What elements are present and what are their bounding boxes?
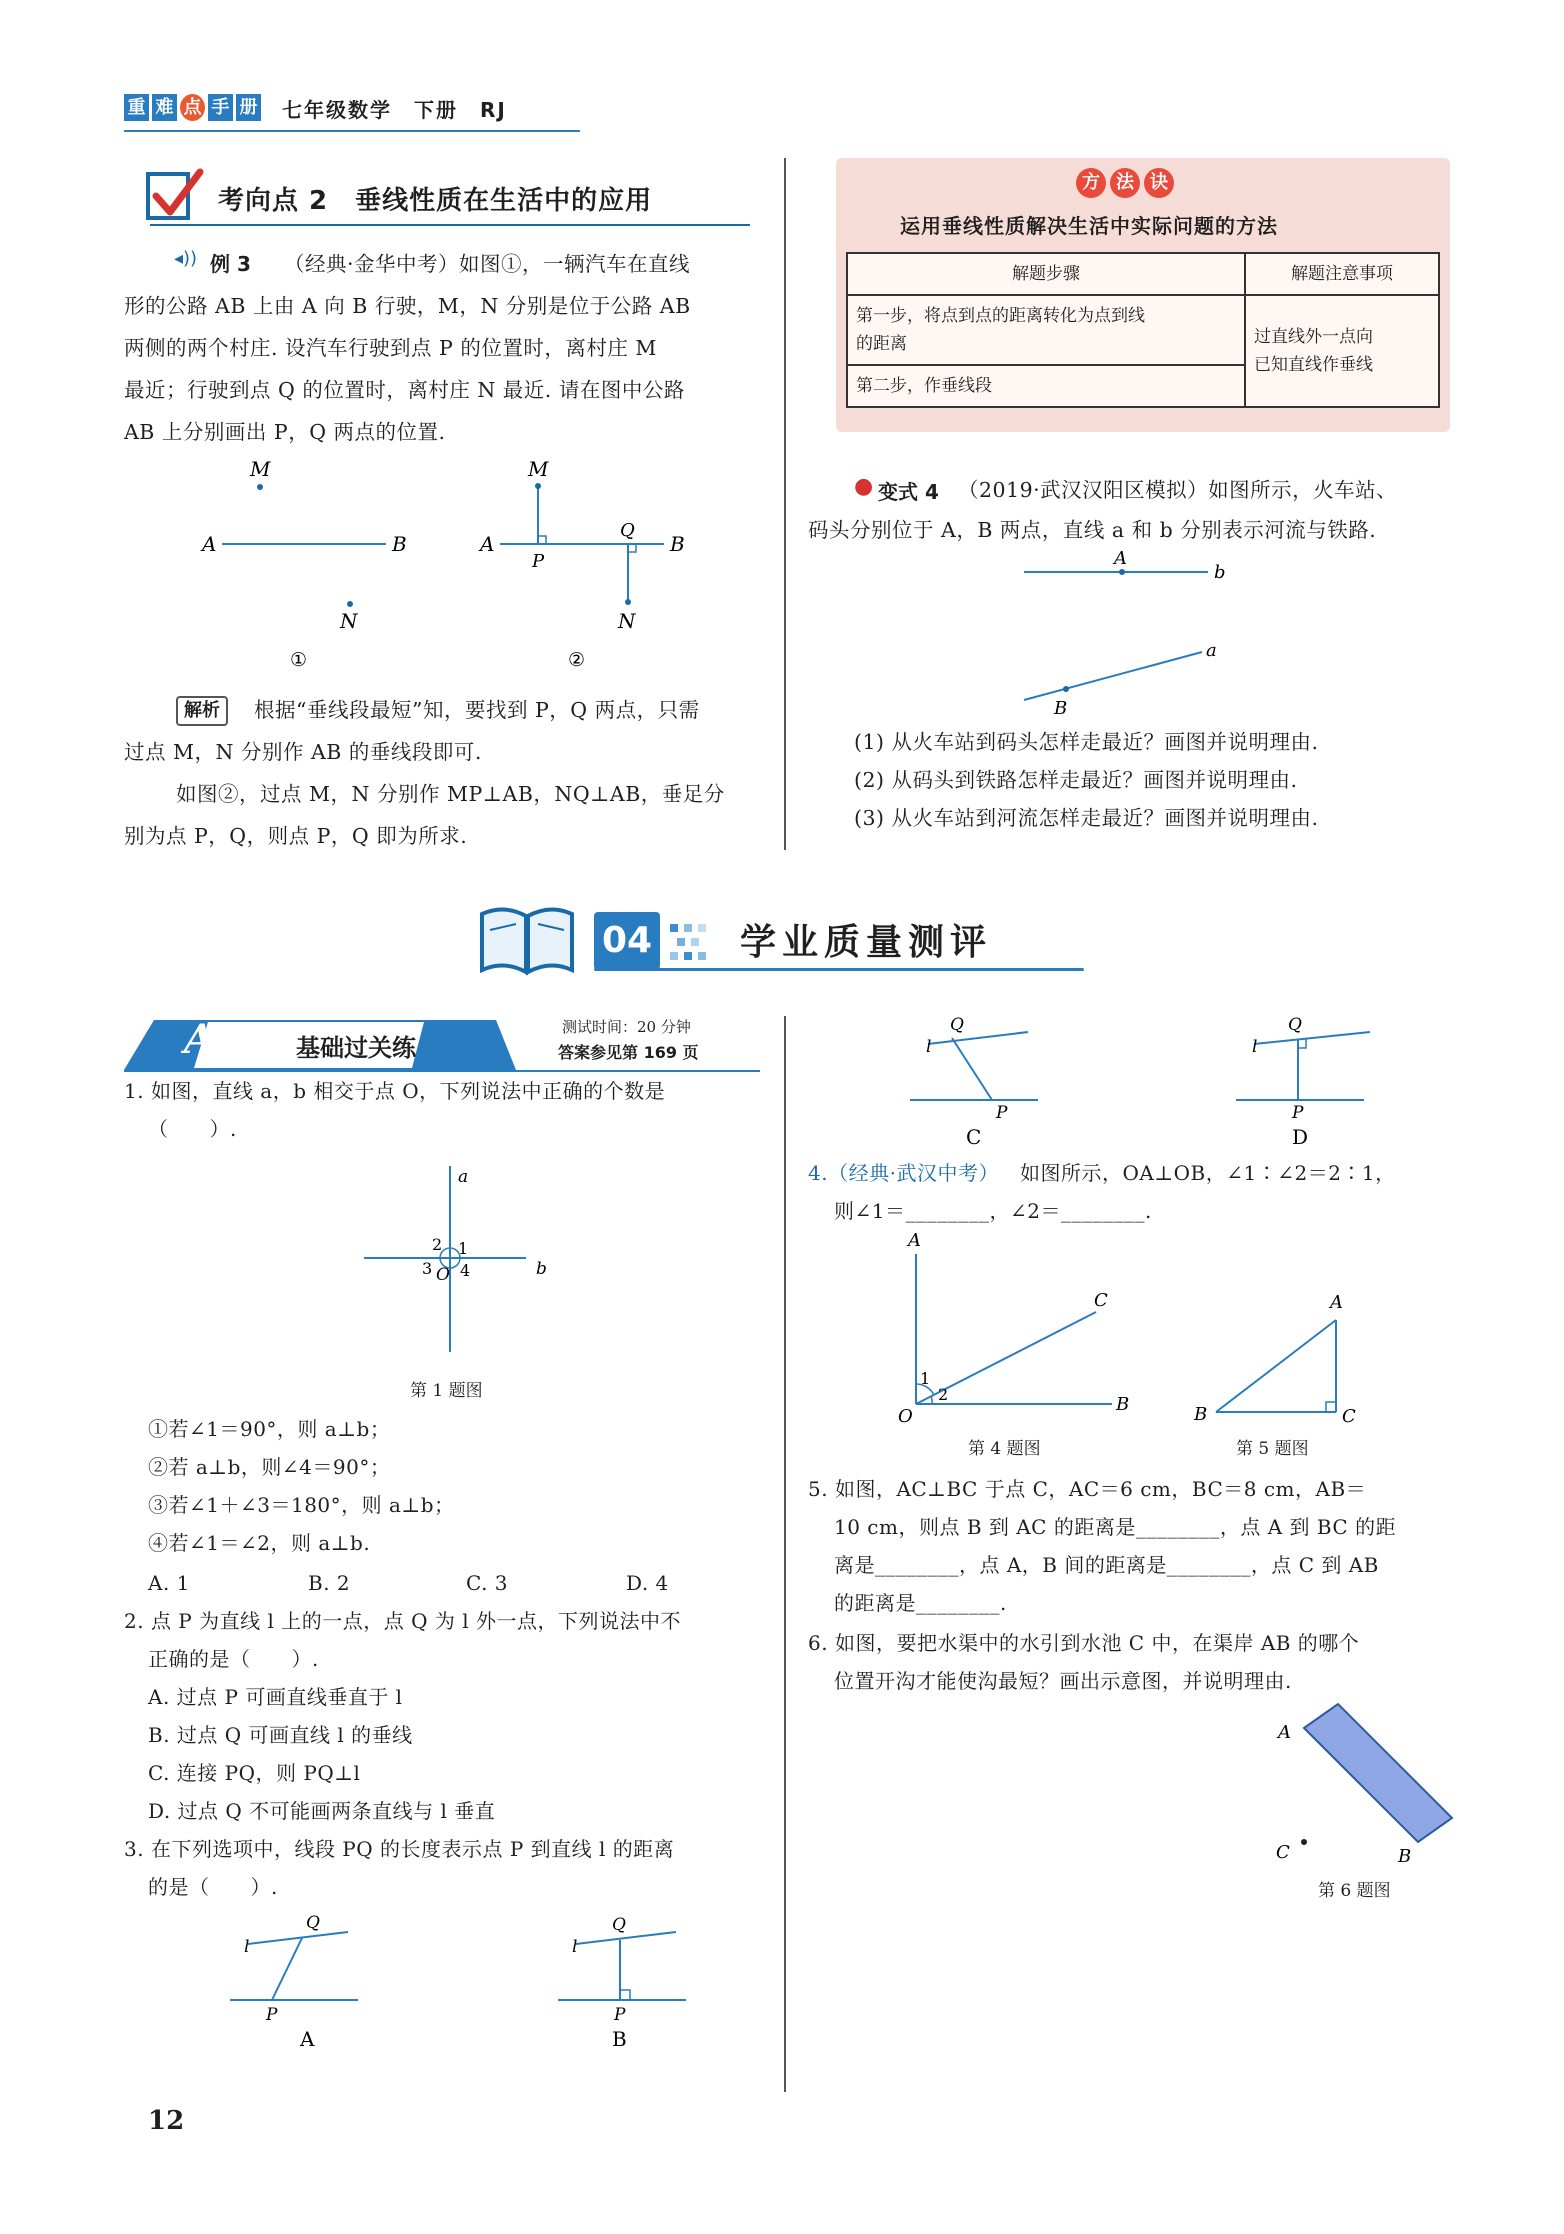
q3-d-Q: Q: [1288, 1015, 1302, 1035]
q3-line: 的是（ ）.: [148, 1875, 278, 1899]
fig1-caption: ①: [290, 649, 308, 671]
q1-statement: ②若 a⊥b，则∠4＝90°；: [148, 1455, 391, 1479]
variant4-A: A: [1114, 548, 1127, 569]
q6-C: C: [1276, 1842, 1290, 1863]
sound-icon: ◂)): [174, 248, 198, 269]
example3-line: （经典·金华中考）如图①，一辆汽车在直线: [284, 252, 691, 276]
paper-a-answer: 答案参见第 169 页: [558, 1043, 699, 1062]
q3-b-P: P: [614, 2005, 626, 2025]
exam-point-underline: [150, 224, 750, 226]
q3-a-l: l: [244, 1937, 250, 1957]
q5-C: C: [1342, 1406, 1356, 1426]
analysis-line: 过点 M，N 分别作 AB 的垂线段即可.: [124, 740, 482, 764]
paper-a-juan: 卷: [228, 1028, 262, 1068]
method-col2: 解题注意事项: [1245, 253, 1439, 295]
section-dots-icon: [668, 920, 708, 964]
q6-A: A: [1278, 1722, 1291, 1743]
q1-n1: 1: [458, 1239, 469, 1258]
q3-line: 3. 在下列选项中，线段 PQ 的长度表示点 P 到直线 l 的距离: [124, 1837, 675, 1861]
variant4-figure: [1010, 548, 1250, 718]
q1-option[interactable]: B. 2: [308, 1571, 351, 1595]
q3-b-choice: B: [612, 2027, 627, 2051]
book-icon: [476, 900, 578, 980]
method-note-b: 已知直线作垂线: [1254, 355, 1373, 375]
variant4-line: 码头分别位于 A，B 两点，直线 a 和 b 分别表示河流与铁路.: [808, 518, 1377, 542]
exam-point-title: 考向点 2 垂线性质在生活中的应用: [218, 186, 653, 216]
q1-n3: 3: [422, 1259, 433, 1278]
q3-d-l: l: [1252, 1037, 1258, 1057]
header-subtitle: 七年级数学 下册 RJ: [282, 98, 507, 122]
q2-option[interactable]: C. 连接 PQ，则 PQ⊥l: [148, 1761, 361, 1785]
method-col1: 解题步骤: [847, 253, 1245, 295]
q1-statement: ①若∠1＝90°，则 a⊥b；: [148, 1417, 391, 1441]
q3-c-l: l: [926, 1037, 932, 1057]
page-number: 12: [148, 2106, 185, 2136]
pin-icon: ●: [854, 474, 874, 499]
q4-line: 如图所示，OA⊥OB，∠1∶∠2＝2∶1，: [1020, 1161, 1396, 1185]
q2-option[interactable]: B. 过点 Q 可画直线 l 的垂线: [148, 1723, 413, 1747]
q3-b-l: l: [572, 1937, 578, 1957]
q6-channel: [1304, 1704, 1452, 1842]
method-table: [846, 252, 1440, 408]
brand-char: 重: [124, 94, 149, 121]
column-divider: [784, 1016, 786, 2092]
q4-O: O: [898, 1406, 913, 1427]
badge-char: 法: [1110, 168, 1140, 198]
paper-a-letter: A: [184, 1016, 216, 1063]
fig2-M: M: [528, 457, 549, 481]
fig2-Q: Q: [620, 520, 635, 541]
header-brand: [124, 94, 261, 121]
method-step1a: 第一步，将点到点的距离转化为点到线: [856, 306, 1145, 326]
method-step2: 第二步，作垂线段: [847, 365, 1245, 407]
q3-c-P: P: [996, 1103, 1008, 1123]
q3-c-Q: Q: [950, 1015, 964, 1035]
q3-c-choice: C: [966, 1125, 982, 1149]
q5-A: A: [1330, 1292, 1343, 1313]
checkmark-icon: [144, 166, 206, 226]
example3-line: 两侧的两个村庄. 设汽车行驶到点 P 的位置时，离村庄 M: [124, 336, 657, 360]
fig1-M: M: [250, 457, 271, 481]
brand-char: 点: [180, 94, 205, 121]
q3-a-P: P: [266, 2005, 278, 2025]
q4-line: 则∠1＝________，∠2＝________.: [834, 1199, 1152, 1223]
brand-char: 手: [208, 94, 233, 121]
q3-option-c-figure: [906, 1008, 1076, 1158]
fig2-caption: ②: [568, 649, 586, 671]
q5-B: B: [1194, 1404, 1208, 1425]
q1-figure: [350, 1156, 570, 1356]
example3-figures: [180, 452, 720, 672]
section-underline: [594, 968, 1084, 971]
q1-n2: 2: [432, 1235, 443, 1254]
q3-a-Q: Q: [306, 1913, 320, 1933]
fig2-A: A: [480, 532, 495, 556]
method-step1: [847, 295, 1245, 365]
q5-caption: 第 5 题图: [1236, 1439, 1309, 1459]
q4-A: A: [908, 1230, 921, 1251]
q3-option-a-figure: [226, 1908, 386, 2058]
q1-a: a: [458, 1167, 469, 1187]
q6-B: B: [1398, 1846, 1412, 1867]
example3-line: 最近；行驶到点 Q 的位置时，离村庄 N 最近. 请在图中公路: [124, 378, 685, 402]
q3-d-P: P: [1292, 1103, 1304, 1123]
q3-option-b-figure: [554, 1908, 714, 2058]
variant4-question: (2) 从码头到铁路怎样走最近？画图并说明理由.: [854, 768, 1298, 792]
method-step1b: 的距离: [856, 334, 907, 354]
analysis-line: 根据“垂线段最短”知，要找到 P，Q 两点，只需: [254, 698, 700, 722]
method-note: [1245, 295, 1439, 407]
analysis-label: 解析: [176, 696, 228, 726]
q1-n4: 4: [460, 1261, 471, 1280]
fig1-B: B: [392, 532, 407, 556]
method-badge: [1076, 168, 1174, 198]
q1-statement: ④若∠1＝∠2，则 a⊥b.: [148, 1531, 371, 1555]
paper-a-time: 测试时间：20 分钟: [562, 1018, 691, 1036]
variant4-question: (3) 从火车站到河流怎样走最近？画图并说明理由.: [854, 806, 1319, 830]
variant4-question: (1) 从火车站到码头怎样走最近？画图并说明理由.: [854, 730, 1319, 754]
q6-line: 6. 如图，要把水渠中的水引到水池 C 中，在渠岸 AB 的哪个: [808, 1631, 1360, 1655]
analysis-line: 如图②，过点 M，N 分别作 MP⊥AB，NQ⊥AB，垂足分: [176, 782, 725, 806]
q6-line: 位置开沟才能使沟最短？画出示意图，并说明理由.: [834, 1669, 1292, 1693]
brand-char: 册: [236, 94, 261, 121]
q1-O: O: [436, 1265, 450, 1285]
q5-line: 5. 如图，AC⊥BC 于点 C，AC＝6 cm，BC＝8 cm，AB＝: [808, 1477, 1367, 1501]
q4-B: B: [1116, 1394, 1130, 1415]
method-title: 运用垂线性质解决生活中实际问题的方法: [900, 214, 1278, 238]
q1-option[interactable]: A. 1: [148, 1571, 190, 1595]
q1-line: （ ）.: [148, 1117, 237, 1141]
q1-statement: ③若∠1＋∠3＝180°，则 a⊥b；: [148, 1493, 455, 1517]
analysis-line: 别为点 P，Q，则点 P，Q 即为所求.: [124, 824, 468, 848]
q1-option[interactable]: C. 3: [466, 1571, 509, 1595]
header-rule: [124, 130, 580, 132]
q3-b-Q: Q: [612, 1915, 626, 1935]
example3-line: 形的公路 AB 上由 A 向 B 行驶，M，N 分别是位于公路 AB: [124, 294, 691, 318]
q5-line: 的距离是________.: [834, 1591, 1007, 1615]
fig1-A: A: [202, 532, 217, 556]
q5-line: 10 cm，则点 B 到 AC 的距离是________，点 A 到 BC 的距: [834, 1515, 1397, 1539]
column-divider: [784, 158, 786, 850]
variant4-a: a: [1206, 640, 1217, 661]
q1-b: b: [536, 1259, 547, 1279]
fig2-N: N: [618, 609, 636, 633]
q4-n2: 2: [938, 1385, 949, 1404]
brand-char: 难: [152, 94, 177, 121]
fig2-B: B: [670, 532, 685, 556]
q1-caption: 第 1 题图: [410, 1381, 483, 1401]
q2-line: 正确的是（ ）.: [148, 1647, 319, 1671]
q4-C: C: [1094, 1290, 1108, 1311]
section-title: 学业质量测评: [740, 922, 993, 963]
badge-char: 方: [1076, 168, 1106, 198]
variant4-B: B: [1054, 698, 1068, 718]
variant4-b: b: [1214, 562, 1226, 583]
q2-option[interactable]: D. 过点 Q 不可能画两条直线与 l 垂直: [148, 1799, 496, 1823]
q1-option[interactable]: D. 4: [626, 1571, 669, 1595]
q4-n1: 1: [920, 1369, 931, 1388]
q5-figure: [1186, 1286, 1366, 1426]
variant4-label: 变式 4: [878, 480, 939, 504]
q3-d-choice: D: [1292, 1125, 1309, 1149]
q2-line: 2. 点 P 为直线 l 上的一点，点 Q 为 l 外一点，下列说法中不: [124, 1609, 681, 1633]
q6-figure: [1262, 1700, 1462, 1870]
method-note-a: 过直线外一点向: [1254, 327, 1373, 347]
q4-caption: 第 4 题图: [968, 1439, 1041, 1459]
paper-a-title: 基础过关练: [296, 1034, 416, 1062]
fig2-P: P: [532, 551, 545, 572]
q6-caption: 第 6 题图: [1318, 1881, 1391, 1901]
q4-source: 4.（经典·武汉中考）: [808, 1161, 999, 1185]
q1-line: 1. 如图，直线 a，b 相交于点 O，下列说法中正确的个数是: [124, 1079, 666, 1103]
fig1-N: N: [340, 609, 358, 633]
q5-line: 离是________，点 A，B 间的距离是________，点 C 到 AB: [834, 1553, 1379, 1577]
q3-a-choice: A: [300, 2027, 315, 2051]
q2-option[interactable]: A. 过点 P 可画直线垂直于 l: [148, 1685, 403, 1709]
section-number: 04: [594, 912, 660, 970]
example3-label: 例 3: [210, 252, 251, 276]
badge-char: 诀: [1144, 168, 1174, 198]
example3-line: AB 上分别画出 P，Q 两点的位置.: [124, 420, 446, 444]
q4-figure: [884, 1228, 1144, 1428]
variant4-line: （2019·武汉汉阳区模拟）如图所示，火车站、: [958, 478, 1398, 502]
q3-option-d-figure: [1232, 1008, 1402, 1158]
